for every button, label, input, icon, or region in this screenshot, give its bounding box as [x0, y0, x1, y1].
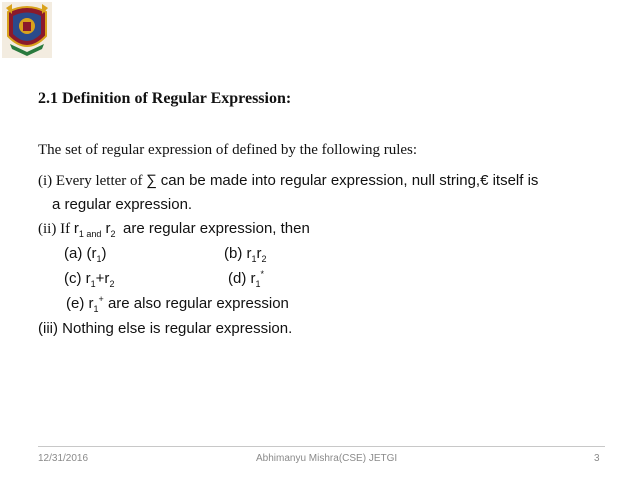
rule-2 — [38, 220, 310, 238]
item-b: (b) $r_1r_2$ — [224, 245, 267, 264]
sigma-symbol: ∑ — [146, 172, 157, 189]
footer-page-number: 3 — [594, 453, 600, 464]
footer-divider — [38, 446, 605, 447]
rule-1-text: can be made into regular expression, null string,€ itself is — [160, 172, 539, 189]
rule-1-continuation: a regular expression. — [52, 196, 193, 213]
item-d: (d) $r_1^*$ — [228, 269, 265, 289]
item-e: (e) $r_1^+$ are also regular expression — [66, 294, 289, 314]
rule-2-text: are regular expression, then — [123, 220, 310, 237]
item-a: (a) $(r_1)$ — [64, 245, 107, 264]
footer-date: 12/31/2016 — [38, 453, 89, 464]
item-c: (c) $r_1+r_2$ — [64, 270, 115, 289]
rule-2-r1: $r_{1 and}$ $r_2$ — [73, 220, 116, 239]
rule-3: (iii) Nothing else is regular expression. — [38, 320, 293, 337]
rule-1 — [38, 172, 538, 190]
slide-heading: 2.1 Definition of Regular Expression: — [38, 90, 292, 107]
college-crest-logo — [2, 2, 52, 58]
rule-2-prefix: (ii) If — [38, 221, 71, 237]
rule-1-prefix: (i) Every letter of — [38, 173, 143, 189]
intro-text: The set of regular expression of defined by the following rules: — [38, 142, 418, 158]
footer-author: Abhimanyu Mishra(CSE) JETGI — [256, 453, 398, 464]
